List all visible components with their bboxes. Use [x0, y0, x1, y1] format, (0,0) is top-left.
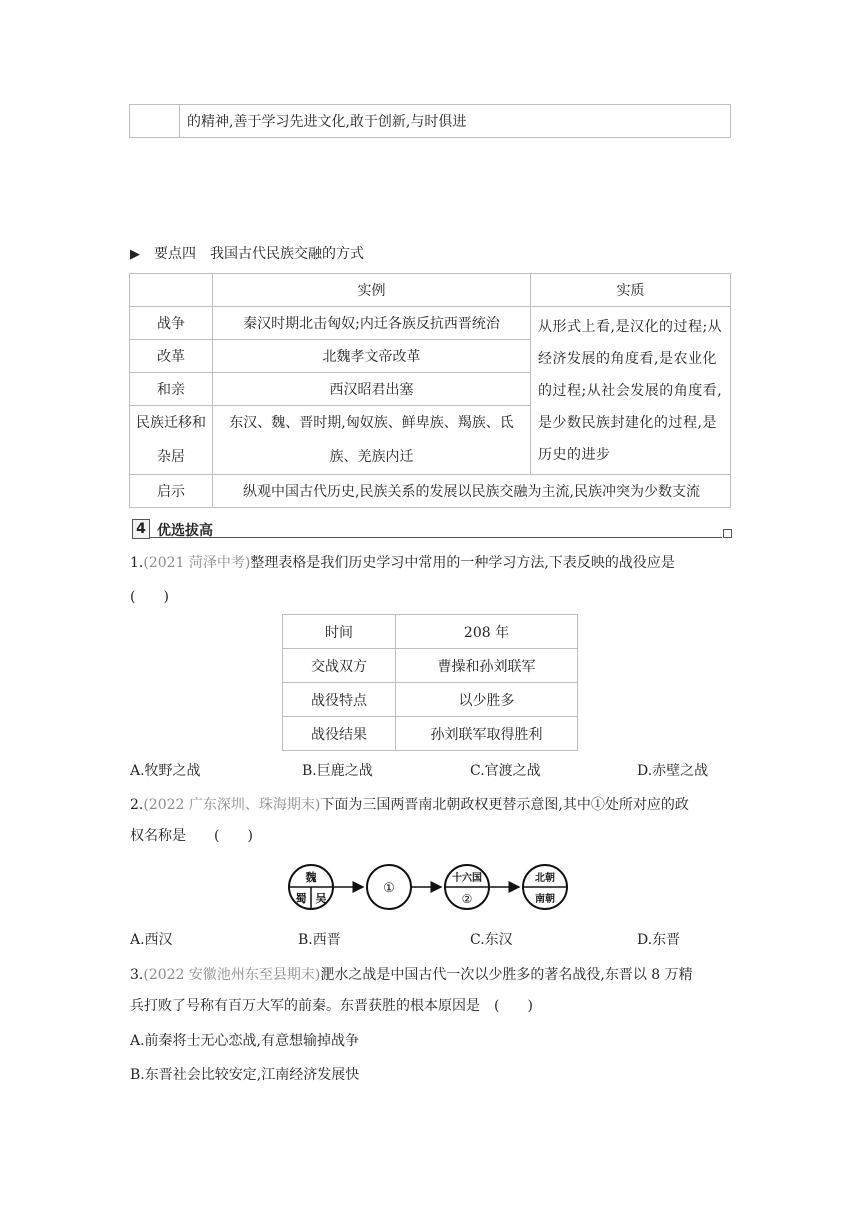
question-2-stem — [130, 795, 689, 815]
question-number: 2. — [130, 797, 144, 813]
section-title: 要点四 我国古代民族交融的方式 — [154, 246, 364, 262]
table-value: 曹操和孙刘联军 — [396, 649, 578, 683]
circle-sixteen-kingdoms — [445, 865, 489, 909]
circle-blank-1 — [367, 865, 411, 909]
ethnic-integration-table — [129, 273, 731, 508]
section-number: 4 — [132, 519, 150, 539]
question-source: (2022 安徽池州东至县期末) — [143, 967, 321, 983]
answer-brackets: ( ) — [130, 589, 169, 605]
option-c[interactable]: C.东汉 — [470, 932, 513, 948]
option-a[interactable]: A.牧野之战 — [130, 763, 201, 779]
table-key: 战役结果 — [283, 717, 396, 751]
question-source: (2021 菏泽中考) — [143, 555, 251, 571]
row-example: 北魏孝文帝改革 — [213, 340, 531, 373]
circle-wei-shu-wu — [289, 865, 333, 909]
option-a[interactable]: A.前秦将士无心恋战,有意想输掉战争 — [130, 1033, 360, 1049]
question-2-stem-cont: 权名称是 ( ) — [130, 828, 253, 844]
table-value: 以少胜多 — [396, 683, 578, 717]
label-blank-1: ① — [383, 881, 395, 896]
option-b[interactable]: B.巨鹿之战 — [302, 763, 373, 779]
header-empty — [130, 274, 213, 307]
question-number: 3. — [130, 967, 144, 983]
section-banner — [130, 519, 732, 539]
banner-rule — [150, 537, 722, 538]
option-d[interactable]: D.赤壁之战 — [637, 763, 709, 779]
row-type — [130, 406, 213, 475]
label-blank-2: ② — [461, 892, 473, 906]
table-key: 战役特点 — [283, 683, 396, 717]
header-essence: 实质 — [531, 274, 731, 307]
battle-table — [282, 614, 578, 751]
option-a[interactable]: A.西汉 — [130, 932, 173, 948]
question-1-stem — [130, 553, 675, 573]
square-icon — [723, 529, 732, 538]
section-heading — [130, 243, 364, 263]
row-example-line: 族、羌族内迁 — [329, 449, 414, 465]
label-wu: 吴 — [315, 892, 327, 905]
insight-label: 启示 — [130, 475, 213, 508]
row-type: 改革 — [130, 340, 213, 373]
question-number: 1. — [130, 555, 144, 571]
table-row-text: 的精神,善于学习先进文化,敢于创新,与时俱进 — [180, 105, 731, 138]
row-example-line: 东汉、魏、晋时期,匈奴族、鲜卑族、羯族、氐 — [229, 415, 514, 431]
option-b[interactable]: B.西晋 — [298, 932, 341, 948]
row-type: 和亲 — [130, 373, 213, 406]
circle-north-south-dynasties — [523, 865, 567, 909]
question-text: 淝水之战是中国古代一次以少胜多的著名战役,东晋以 8 万精 — [320, 967, 693, 983]
insight-text: 纵观中国古代历史,民族关系的发展以民族交融为主流,民族冲突为少数支流 — [213, 475, 731, 508]
option-c[interactable]: C.官渡之战 — [470, 763, 541, 779]
question-text: 整理表格是我们历史学习中常用的一种学习方法,下表反映的战役应是 — [250, 555, 675, 571]
triangle-marker-icon: ▶ — [130, 247, 140, 262]
row-example: 秦汉时期北击匈奴;内迁各族反抗西晋统治 — [213, 307, 531, 340]
essence-text: 从形式上看,是汉化的过程;从经济发展的角度看,是农业化的过程;从社会发展的角度看,是少数民族封建化的过程,是历史的进步 — [531, 307, 731, 475]
table-key: 时间 — [283, 615, 396, 649]
row-type-line: 民族迁移和 — [136, 415, 206, 431]
question-text: 下面为三国两晋南北朝政权更替示意图,其中①处所对应的政 — [320, 797, 689, 813]
question-source: (2022 广东深圳、珠海期末) — [143, 797, 321, 813]
label-northern-dynasties: 北朝 — [535, 873, 555, 884]
option-b[interactable]: B.东晋社会比较安定,江南经济发展快 — [130, 1067, 360, 1083]
row-example: 西汉昭君出塞 — [213, 373, 531, 406]
table-value: 孙刘联军取得胜利 — [396, 717, 578, 751]
empty-cell — [130, 105, 180, 138]
question-3-stem-cont: 兵打败了号称有百万大军的前秦。东晋获胜的根本原因是 ( ) — [130, 998, 533, 1014]
header-example: 实例 — [213, 274, 531, 307]
label-wei: 魏 — [305, 871, 317, 884]
label-shu: 蜀 — [295, 892, 307, 905]
question-3-stem — [130, 965, 693, 985]
label-southern-dynasties: 南朝 — [535, 894, 555, 905]
option-d[interactable]: D.东晋 — [637, 932, 681, 948]
continued-table — [129, 104, 731, 138]
table-value: 208 年 — [396, 615, 578, 649]
row-type-line: 杂居 — [157, 449, 185, 465]
regime-succession-diagram — [288, 858, 588, 918]
banner-title: 优选拔高 — [157, 523, 213, 539]
label-sixteen-kingdoms: 十六国 — [452, 873, 482, 884]
table-key: 交战双方 — [283, 649, 396, 683]
row-example — [213, 406, 531, 475]
row-type: 战争 — [130, 307, 213, 340]
